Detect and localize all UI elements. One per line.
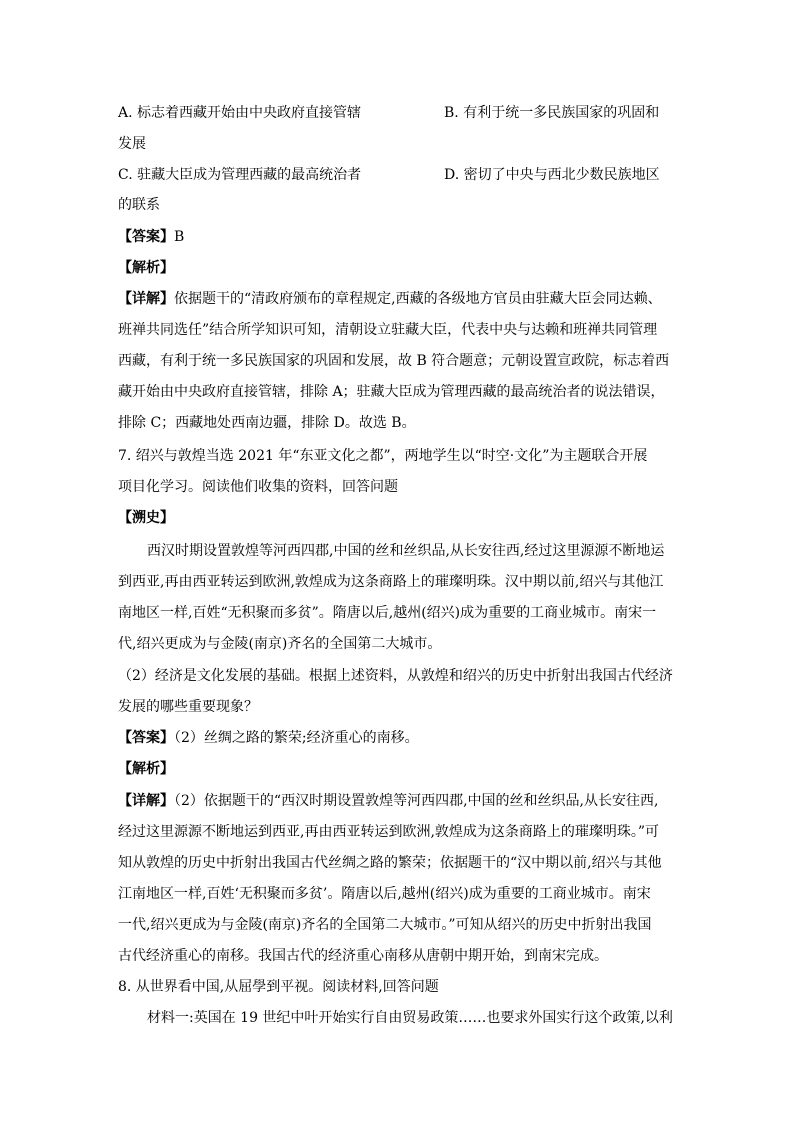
option-row-ab	[118, 98, 678, 128]
q6-detail-line: 班禅共同选任”结合所学知识可知，清朝设立驻藏大臣，代表中央与达赖和班禅共同管理	[118, 322, 658, 338]
answer-value: B	[174, 229, 185, 245]
q7-detail-line: 江南地区一样,百姓‘无积聚而多贫’。隋唐以后,越州(绍兴)成为重要的工商业城市。南宋	[118, 886, 651, 902]
option-d-cont: 的联系	[118, 197, 160, 213]
detail-text: 依据题干的“清政府颁布的章程规定,西藏的各级地方官员由驻藏大臣会同达赖、	[174, 291, 662, 307]
q7-section-tag: 【溯史】	[118, 510, 174, 526]
q7-material-line: 代,绍兴更成为与金陵(南京)齐名的全国第二大城市。	[118, 636, 442, 652]
q6-analysis-tag: 【解析】	[118, 260, 174, 276]
q7-detail-line: 古代经济重心的南移。我国古代的经济重心南移从唐朝中期开始，到南宋完成。	[118, 948, 608, 964]
option-a: A. 标志着西藏开始由中央政府直接管辖	[118, 105, 362, 121]
q6-detail-line: 西藏，有利于统一多民族国家的巩固和发展，故 B 符合题意；元朝设置宣政院，标志着西	[118, 353, 670, 369]
q7-question-line: （2）经济是文化发展的基础。根据上述资料，从敦煌和绍兴的历史中折射出我国古代经济	[118, 668, 673, 684]
answer-tag: 【答案】	[118, 730, 174, 746]
q7-detail-line: 知从敦煌的历史中折射出我国古代丝绸之路的繁荣；依据题干的“汉中期以前,绍兴与其他	[118, 855, 662, 871]
answer-tag: 【答案】	[118, 229, 174, 245]
q7-material-line: 西汉时期设置敦煌等河西四郡,中国的丝和丝织品,从长安往西,经过这里源源不断地运	[147, 543, 665, 559]
option-row-cd	[118, 160, 678, 190]
option-d: D. 密切了中央与西北少数民族地区	[444, 167, 660, 183]
q7-stem-line: 7. 绍兴与敦煌当选 2021 年“东亚文化之都”，两地学生以“时空·文化”为主题联合开展	[118, 448, 648, 464]
option-b: B. 有利于统一多民族国家的巩固和	[444, 105, 660, 121]
option-b-cont: 发展	[118, 136, 146, 152]
q7-detail-line: 一代,绍兴更成为与金陵(南京)齐名的全国第二大城市。”可知从绍兴的历史中折射出我国	[118, 917, 652, 933]
q7-detail-line: 经过这里源源不断地运到西亚,再由西亚转运到欧洲,敦煌成为这条商路上的璀璨明珠。”可	[118, 824, 660, 840]
q6-detail-line: 排除 C；西藏地处西南边疆，排除 D。故选 B。	[118, 415, 416, 431]
q7-analysis-tag: 【解析】	[118, 761, 174, 777]
answer-text: （2）丝绸之路的繁荣;经济重心的南移。	[174, 730, 419, 746]
q7-stem-line: 项目化学习。阅读他们收集的资料，回答问题	[118, 479, 398, 495]
option-c: C. 驻藏大臣成为管理西藏的最高统治者	[118, 167, 362, 183]
detail-tag: 【详解】	[118, 793, 174, 809]
q6-answer	[118, 222, 678, 252]
q6-detail-line	[118, 284, 678, 314]
q7-detail-line	[118, 786, 678, 816]
q6-detail-line: 藏开始由中央政府直接管辖，排除 A；驻藏大臣成为管理西藏的最高统治者的说法错误，	[118, 384, 665, 400]
detail-tag: 【详解】	[118, 291, 174, 307]
q7-material-line: 南地区一样,百姓“无积聚而多贫”。隋唐以后,越州(绍兴)成为重要的工商业城市。南宋一	[118, 605, 657, 621]
q8-stem: 8. 从世界看中国,从屈學到平视。阅读材料,回答问题	[118, 979, 439, 995]
q7-question-line: 发展的哪些重要现象？	[118, 699, 258, 715]
q8-material-line: 材料一:英国在 19 世纪中叶开始实行自由贸易政策……也要求外国实行这个政策,以利	[147, 1010, 673, 1026]
q7-material-line: 到西亚,再由西亚转运到欧洲,敦煌成为这条商路上的璀璨明珠。汉中期以前,绍兴与其他江	[118, 574, 664, 590]
detail-text: （2）依据题干的“西汉时期设置敦煌等河西四郡,中国的丝和丝织品,从长安往西,	[174, 793, 659, 809]
q7-answer	[118, 723, 678, 753]
